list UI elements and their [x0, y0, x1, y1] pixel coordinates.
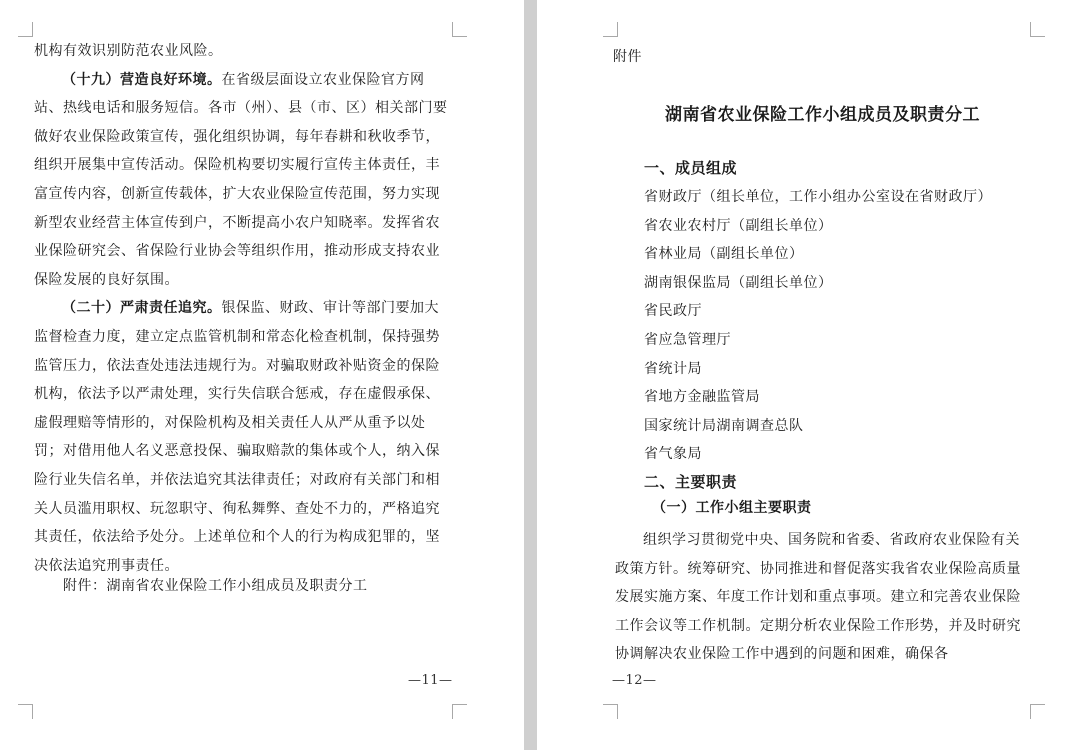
paragraph-20-heading: （二十）严肃责任追究。 [62, 300, 222, 317]
member-item: 国家统计局湖南调查总队 [644, 417, 804, 434]
page-number: —12— [612, 673, 657, 688]
member-item: 省财政厅（组长单位，工作小组办公室设在省财政厅） [644, 189, 992, 205]
member-item: 省应急管理厅 [644, 331, 731, 348]
crop-mark [452, 704, 467, 719]
paragraph-20-body: 银保监、财政、审计等部门要加大监督检查力度，建立定点监管机制和常态化检查机制，保持强势监管压力，依法查处违法违规行为。对骗取财政补贴资金的保险机构，依法予以严肃处理，实行失信联合惩戒，存在虚假承保、虚假理赔等情形的，对保险机构及相关责任人从严从重予以处罚；对借用他人名义恶意投保、骗取赔款的集体或个人，纳入保险行业失信名单，并依法追究其法律责任；对政府有关部门和相关人员滥用职权、玩忽职守、徇私舞弊、查处不力的，严格追究其责任，依法给予处分。上述单位和个人的行为构成犯罪的，坚决依法追究刑事责任。 [34, 300, 440, 574]
crop-mark [603, 704, 618, 719]
appendix-label: 附件 [613, 49, 642, 65]
member-item: 省民政厅 [644, 303, 702, 320]
continued-line: 机构有效识别防范农业风险。 [34, 43, 223, 59]
crop-mark [18, 704, 33, 719]
paragraph-20 [34, 294, 450, 580]
member-item: 省地方金融监管局 [644, 389, 760, 406]
crop-mark [603, 22, 618, 37]
document-title: 湖南省农业保险工作小组成员及职责分工 [665, 105, 980, 125]
member-item: 湖南银保监局（副组长单位） [644, 274, 833, 291]
member-list [644, 183, 992, 469]
paragraph-19-heading: （十九）营造良好环境。 [62, 71, 222, 88]
attachment-note: 附件：湖南省农业保险工作小组成员及职责分工 [63, 578, 368, 594]
paragraph-19-body: 在省级层面设立农业保险官方网站、热线电话和服务短信。各市（州）、县（市、区）相关部门要做好农业保险政策宣传，强化组织协调，每年春耕和秋收季节，组织开展集中宣传活动。保险机构要切实履行宣传主体责任，丰富宣传内容，创新宣传载体，扩大农业保险宣传范围，努力实现新型农业经营主体宣传到户，不断提高小农户知晓率。发挥省农业保险研究会、省保险行业协会等组织作用，推动形成支持农业保险发展的良好氛围。 [34, 71, 448, 288]
left-body-text [34, 37, 450, 580]
subsection-heading: （一）工作小组主要职责 [652, 500, 812, 516]
member-item: 省林业局（副组长单位） [644, 246, 804, 263]
member-item: 省统计局 [644, 360, 702, 377]
section-heading-duties: 二、主要职责 [644, 473, 738, 491]
page-number: —11— [408, 673, 453, 688]
crop-mark [18, 22, 33, 37]
duty-paragraph: 组织学习贯彻党中央、国务院和省委、省政府农业保险有关政策方针。统筹研究、协同推进和督促落实我省农业保险高质量发展实施方案、年度工作计划和重点事项。建立和完善农业保险工作会议等工作机制。定期分析农业保险工作形势，并及时研究协调解决农业保险工作中遇到的问题和困难，确保各 [615, 532, 1021, 663]
left-page [0, 0, 524, 750]
paragraph-19 [34, 66, 450, 295]
member-item: 省气象局 [644, 446, 702, 463]
section-heading-members: 一、成员组成 [644, 159, 738, 177]
member-item: 省农业农村厅（副组长单位） [644, 217, 833, 234]
crop-mark [452, 22, 467, 37]
crop-mark [1030, 22, 1045, 37]
crop-mark [1030, 704, 1045, 719]
page-gutter [524, 0, 537, 750]
right-page [537, 0, 1066, 750]
